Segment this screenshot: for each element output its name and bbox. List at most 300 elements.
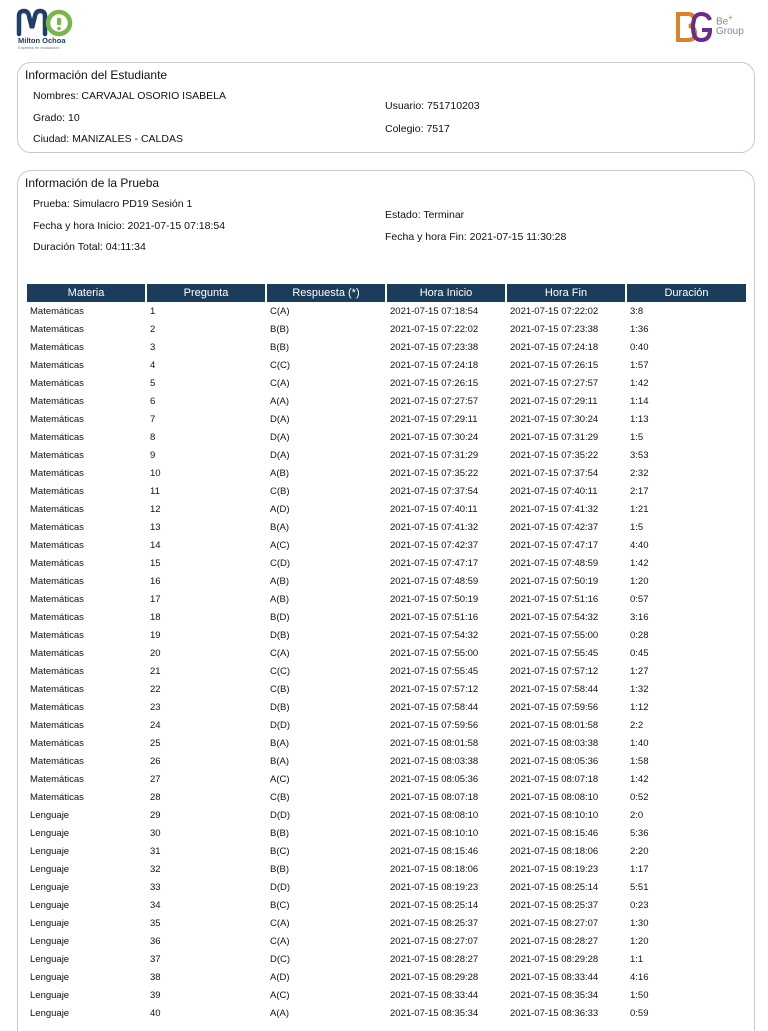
cell-respuesta: D(D) (270, 719, 291, 731)
student-name: Nombres: CARVAJAL OSORIO ISABELA (33, 90, 226, 102)
table-row (27, 662, 746, 680)
cell-hora-inicio: 2021-07-15 08:08:10 (390, 809, 479, 821)
cell-hora-inicio: 2021-07-15 08:10:10 (390, 827, 479, 839)
cell-hora-inicio: 2021-07-15 07:55:00 (390, 647, 479, 659)
cell-materia: Matemáticas (30, 395, 84, 407)
cell-pregunta: 32 (150, 863, 161, 875)
student-school: Colegio: 7517 (385, 123, 450, 135)
cell-hora-fin: 2021-07-15 07:31:29 (510, 431, 599, 443)
cell-duracion: 1:12 (630, 701, 649, 713)
bg-logo-icon (674, 10, 714, 44)
cell-materia: Lenguaje (30, 845, 70, 857)
cell-duracion: 2:17 (630, 485, 649, 497)
cell-pregunta: 20 (150, 647, 161, 659)
logo-be: Be (716, 16, 729, 28)
cell-duracion: 0:45 (630, 647, 649, 659)
cell-pregunta: 2 (150, 323, 156, 335)
test-end: Fecha y hora Fin: 2021-07-15 11:30:28 (385, 231, 567, 243)
col-hora-fin: Hora Fin (507, 284, 625, 302)
cell-duracion: 1:36 (630, 323, 649, 335)
cell-hora-fin: 2021-07-15 07:35:22 (510, 449, 599, 461)
cell-hora-inicio: 2021-07-15 08:03:38 (390, 755, 479, 767)
cell-duracion: 0:59 (630, 1007, 649, 1019)
logo-group-text: Group (716, 26, 744, 37)
cell-materia: Matemáticas (30, 737, 84, 749)
cell-materia: Matemáticas (30, 485, 84, 497)
table-row (27, 554, 746, 572)
table-row (27, 482, 746, 500)
table-row (27, 806, 746, 824)
cell-pregunta: 28 (150, 791, 161, 803)
logo-subtext: Expertos en evaluación (18, 45, 60, 50)
table-row (27, 428, 746, 446)
cell-hora-fin: 2021-07-15 07:22:02 (510, 305, 599, 317)
table-row (27, 644, 746, 662)
col-materia: Materia (27, 284, 145, 302)
table-row (27, 410, 746, 428)
cell-materia: Matemáticas (30, 431, 84, 443)
cell-duracion: 1:13 (630, 413, 649, 425)
cell-materia: Matemáticas (30, 359, 84, 371)
cell-respuesta: D(D) (270, 881, 291, 893)
cell-materia: Lenguaje (30, 863, 70, 875)
cell-hora-fin: 2021-07-15 08:08:10 (510, 791, 599, 803)
table-row (27, 950, 746, 968)
cell-pregunta: 36 (150, 935, 161, 947)
cell-hora-fin: 2021-07-15 08:01:58 (510, 719, 599, 731)
test-start: Fecha y hora Inicio: 2021-07-15 07:18:54 (33, 220, 226, 232)
cell-hora-fin: 2021-07-15 08:10:10 (510, 809, 599, 821)
cell-hora-inicio: 2021-07-15 08:15:46 (390, 845, 479, 857)
cell-hora-fin: 2021-07-15 08:03:38 (510, 737, 599, 749)
cell-materia: Lenguaje (30, 1007, 70, 1019)
cell-hora-fin: 2021-07-15 07:24:18 (510, 341, 599, 353)
table-row (27, 680, 746, 698)
cell-materia: Matemáticas (30, 323, 84, 335)
cell-duracion: 2:2 (630, 719, 644, 731)
table-row (27, 986, 746, 1004)
cell-materia: Matemáticas (30, 629, 84, 641)
cell-hora-fin: 2021-07-15 07:47:17 (510, 539, 599, 551)
cell-materia: Lenguaje (30, 989, 70, 1001)
cell-materia: Lenguaje (30, 971, 70, 983)
cell-respuesta: B(A) (270, 737, 289, 749)
table-row (27, 608, 746, 626)
cell-hora-inicio: 2021-07-15 07:51:16 (390, 611, 479, 623)
cell-hora-fin: 2021-07-15 08:15:46 (510, 827, 599, 839)
cell-respuesta: B(C) (270, 845, 290, 857)
cell-hora-inicio: 2021-07-15 07:59:56 (390, 719, 479, 731)
cell-pregunta: 1 (150, 305, 156, 317)
cell-respuesta: C(B) (270, 791, 290, 803)
cell-hora-fin: 2021-07-15 08:35:34 (510, 989, 599, 1001)
cell-respuesta: A(C) (270, 539, 290, 551)
cell-hora-inicio: 2021-07-15 07:57:12 (390, 683, 479, 695)
cell-hora-inicio: 2021-07-15 07:29:11 (390, 413, 478, 425)
cell-materia: Matemáticas (30, 719, 84, 731)
student-grade: Grado: 10 (33, 112, 80, 124)
cell-pregunta: 9 (150, 449, 156, 461)
cell-duracion: 0:28 (630, 629, 649, 641)
cell-hora-fin: 2021-07-15 07:29:11 (510, 395, 598, 407)
cell-duracion: 3:8 (630, 305, 644, 317)
cell-hora-inicio: 2021-07-15 07:41:32 (390, 521, 479, 533)
cell-respuesta: A(D) (270, 503, 290, 515)
cell-respuesta: C(C) (270, 359, 291, 371)
cell-materia: Matemáticas (30, 773, 84, 785)
cell-materia: Lenguaje (30, 809, 70, 821)
cell-hora-fin: 2021-07-15 07:42:37 (510, 521, 599, 533)
table-row (27, 932, 746, 950)
cell-hora-fin: 2021-07-15 07:58:44 (510, 683, 599, 695)
cell-respuesta: C(A) (270, 647, 290, 659)
cell-respuesta: D(A) (270, 413, 290, 425)
cell-materia: Matemáticas (30, 557, 84, 569)
cell-duracion: 1:21 (630, 503, 649, 515)
cell-hora-fin: 2021-07-15 07:55:45 (510, 647, 599, 659)
cell-pregunta: 25 (150, 737, 161, 749)
student-info-panel (17, 62, 755, 153)
cell-hora-fin: 2021-07-15 08:25:14 (510, 881, 599, 893)
cell-duracion: 1:58 (630, 755, 649, 767)
cell-pregunta: 14 (150, 539, 161, 551)
table-body (27, 302, 746, 1022)
table-row (27, 500, 746, 518)
cell-hora-fin: 2021-07-15 08:33:44 (510, 971, 599, 983)
cell-pregunta: 38 (150, 971, 161, 983)
cell-hora-inicio: 2021-07-15 08:33:44 (390, 989, 479, 1001)
table-row (27, 446, 746, 464)
cell-pregunta: 12 (150, 503, 161, 515)
cell-pregunta: 10 (150, 467, 161, 479)
cell-materia: Matemáticas (30, 503, 84, 515)
cell-respuesta: A(A) (270, 1007, 289, 1019)
cell-hora-inicio: 2021-07-15 07:35:22 (390, 467, 479, 479)
cell-hora-inicio: 2021-07-15 08:28:27 (390, 953, 479, 965)
cell-respuesta: C(A) (270, 917, 290, 929)
cell-duracion: 4:40 (630, 539, 649, 551)
cell-hora-inicio: 2021-07-15 08:19:23 (390, 881, 479, 893)
cell-respuesta: B(A) (270, 521, 289, 533)
cell-duracion: 2:20 (630, 845, 649, 857)
cell-pregunta: 35 (150, 917, 161, 929)
cell-materia: Matemáticas (30, 449, 84, 461)
cell-materia: Matemáticas (30, 755, 84, 767)
cell-materia: Lenguaje (30, 935, 70, 947)
cell-hora-fin: 2021-07-15 07:23:38 (510, 323, 599, 335)
cell-hora-inicio: 2021-07-15 07:37:54 (390, 485, 479, 497)
cell-pregunta: 23 (150, 701, 161, 713)
cell-duracion: 2:32 (630, 467, 649, 479)
cell-duracion: 1:1 (630, 953, 644, 965)
cell-hora-fin: 2021-07-15 07:54:32 (510, 611, 599, 623)
table-header-row (27, 284, 746, 302)
cell-respuesta: D(B) (270, 701, 290, 713)
cell-respuesta: C(D) (270, 557, 291, 569)
cell-respuesta: A(D) (270, 971, 290, 983)
cell-duracion: 1:14 (630, 395, 649, 407)
cell-materia: Matemáticas (30, 539, 84, 551)
cell-hora-fin: 2021-07-15 08:29:28 (510, 953, 599, 965)
table-row (27, 392, 746, 410)
cell-pregunta: 37 (150, 953, 161, 965)
cell-hora-inicio: 2021-07-15 07:58:44 (390, 701, 479, 713)
cell-duracion: 3:16 (630, 611, 649, 623)
cell-duracion: 1:32 (630, 683, 649, 695)
cell-materia: Matemáticas (30, 665, 84, 677)
cell-materia: Matemáticas (30, 467, 84, 479)
cell-respuesta: B(C) (270, 899, 290, 911)
table-row (27, 878, 746, 896)
cell-hora-inicio: 2021-07-15 07:24:18 (390, 359, 479, 371)
table-row (27, 464, 746, 482)
cell-hora-fin: 2021-07-15 08:18:06 (510, 845, 599, 857)
cell-respuesta: D(D) (270, 809, 291, 821)
cell-hora-inicio: 2021-07-15 07:22:02 (390, 323, 479, 335)
cell-respuesta: D(A) (270, 449, 290, 461)
test-name: Prueba: Simulacro PD19 Sesión 1 (33, 198, 193, 210)
cell-materia: Matemáticas (30, 647, 84, 659)
cell-hora-inicio: 2021-07-15 08:35:34 (390, 1007, 479, 1019)
cell-hora-inicio: 2021-07-15 08:05:36 (390, 773, 479, 785)
cell-duracion: 1:50 (630, 989, 649, 1001)
cell-materia: Lenguaje (30, 917, 70, 929)
cell-hora-inicio: 2021-07-15 07:42:37 (390, 539, 479, 551)
cell-pregunta: 15 (150, 557, 161, 569)
cell-pregunta: 18 (150, 611, 161, 623)
cell-hora-inicio: 2021-07-15 07:40:11 (390, 503, 478, 515)
cell-respuesta: B(B) (270, 341, 289, 353)
table-row (27, 770, 746, 788)
cell-pregunta: 33 (150, 881, 161, 893)
cell-materia: Matemáticas (30, 377, 84, 389)
cell-duracion: 5:51 (630, 881, 649, 893)
table-row (27, 572, 746, 590)
milton-ochoa-logo (16, 8, 76, 48)
cell-respuesta: C(A) (270, 377, 290, 389)
cell-hora-inicio: 2021-07-15 08:25:37 (390, 917, 479, 929)
cell-hora-fin: 2021-07-15 08:27:07 (510, 917, 599, 929)
cell-hora-inicio: 2021-07-15 07:26:15 (390, 377, 479, 389)
cell-hora-inicio: 2021-07-15 07:48:59 (390, 575, 479, 587)
cell-hora-fin: 2021-07-15 07:40:11 (510, 485, 598, 497)
cell-hora-fin: 2021-07-15 07:51:16 (510, 593, 599, 605)
cell-hora-inicio: 2021-07-15 08:01:58 (390, 737, 479, 749)
test-duration: Duración Total: 04:11:34 (33, 241, 146, 253)
col-duracion: Duración (627, 284, 746, 302)
cell-hora-fin: 2021-07-15 07:37:54 (510, 467, 599, 479)
table-row (27, 968, 746, 986)
table-row (27, 914, 746, 932)
cell-duracion: 1:5 (630, 521, 644, 533)
table-row (27, 320, 746, 338)
table-row (27, 824, 746, 842)
cell-hora-inicio: 2021-07-15 08:07:18 (390, 791, 479, 803)
cell-pregunta: 40 (150, 1007, 161, 1019)
cell-hora-fin: 2021-07-15 08:36:33 (510, 1007, 599, 1019)
cell-respuesta: B(B) (270, 323, 289, 335)
cell-materia: Matemáticas (30, 683, 84, 695)
cell-materia: Matemáticas (30, 701, 84, 713)
logo-plus: + (728, 13, 733, 22)
table-row (27, 716, 746, 734)
cell-hora-fin: 2021-07-15 08:07:18 (510, 773, 599, 785)
cell-duracion: 4:16 (630, 971, 649, 983)
cell-pregunta: 17 (150, 593, 161, 605)
cell-materia: Matemáticas (30, 341, 84, 353)
cell-respuesta: B(A) (270, 755, 289, 767)
cell-respuesta: A(B) (270, 575, 289, 587)
cell-hora-inicio: 2021-07-15 07:31:29 (390, 449, 479, 461)
test-status: Estado: Terminar (385, 209, 465, 221)
cell-respuesta: C(A) (270, 305, 290, 317)
cell-pregunta: 31 (150, 845, 161, 857)
cell-respuesta: B(D) (270, 611, 290, 623)
cell-pregunta: 29 (150, 809, 161, 821)
cell-hora-inicio: 2021-07-15 07:50:19 (390, 593, 479, 605)
page-header (0, 0, 768, 58)
cell-duracion: 1:40 (630, 737, 649, 749)
test-info-title: Información de la Prueba (25, 176, 160, 190)
cell-respuesta: A(B) (270, 467, 289, 479)
cell-hora-inicio: 2021-07-15 08:29:28 (390, 971, 479, 983)
cell-respuesta: B(B) (270, 863, 289, 875)
cell-pregunta: 5 (150, 377, 156, 389)
cell-hora-fin: 2021-07-15 08:05:36 (510, 755, 599, 767)
cell-duracion: 1:30 (630, 917, 649, 929)
cell-respuesta: D(B) (270, 629, 290, 641)
cell-pregunta: 3 (150, 341, 156, 353)
cell-duracion: 0:57 (630, 593, 649, 605)
cell-hora-inicio: 2021-07-15 08:27:07 (390, 935, 479, 947)
table-row (27, 338, 746, 356)
cell-duracion: 1:20 (630, 935, 649, 947)
cell-respuesta: A(B) (270, 593, 289, 605)
mo-logo-icon (16, 8, 74, 38)
logo-text: Milton Ochoa (18, 36, 66, 45)
table-row (27, 698, 746, 716)
cell-duracion: 3:53 (630, 449, 649, 461)
cell-materia: Matemáticas (30, 593, 84, 605)
cell-hora-fin: 2021-07-15 07:59:56 (510, 701, 599, 713)
cell-hora-fin: 2021-07-15 08:25:37 (510, 899, 599, 911)
cell-pregunta: 27 (150, 773, 161, 785)
cell-duracion: 0:52 (630, 791, 649, 803)
table-row (27, 536, 746, 554)
cell-duracion: 1:20 (630, 575, 649, 587)
table-row (27, 356, 746, 374)
table-row (27, 1004, 746, 1022)
cell-respuesta: A(C) (270, 989, 290, 1001)
be-group-logo (674, 10, 754, 44)
cell-materia: Matemáticas (30, 305, 84, 317)
cell-materia: Lenguaje (30, 827, 70, 839)
col-respuesta: Respuesta (*) (267, 284, 385, 302)
cell-hora-inicio: 2021-07-15 08:25:14 (390, 899, 479, 911)
cell-pregunta: 21 (150, 665, 161, 677)
cell-duracion: 1:5 (630, 431, 644, 443)
cell-duracion: 0:40 (630, 341, 649, 353)
table-row (27, 842, 746, 860)
table-row (27, 374, 746, 392)
cell-duracion: 0:23 (630, 899, 649, 911)
table-row (27, 302, 746, 320)
cell-hora-fin: 2021-07-15 07:41:32 (510, 503, 599, 515)
cell-hora-inicio: 2021-07-15 07:23:38 (390, 341, 479, 353)
cell-respuesta: C(C) (270, 665, 291, 677)
cell-hora-inicio: 2021-07-15 07:27:57 (390, 395, 479, 407)
table-row (27, 860, 746, 878)
cell-pregunta: 30 (150, 827, 161, 839)
cell-hora-inicio: 2021-07-15 07:18:54 (390, 305, 479, 317)
cell-pregunta: 16 (150, 575, 161, 587)
cell-materia: Matemáticas (30, 611, 84, 623)
student-city: Ciudad: MANIZALES - CALDAS (33, 133, 183, 145)
table-row (27, 788, 746, 806)
cell-materia: Matemáticas (30, 521, 84, 533)
cell-pregunta: 4 (150, 359, 156, 371)
cell-respuesta: C(B) (270, 683, 290, 695)
cell-pregunta: 7 (150, 413, 156, 425)
cell-duracion: 1:17 (630, 863, 649, 875)
table-row (27, 896, 746, 914)
cell-pregunta: 13 (150, 521, 161, 533)
table-row (27, 518, 746, 536)
col-hora-inicio: Hora Inicio (387, 284, 505, 302)
cell-duracion: 5:36 (630, 827, 649, 839)
cell-hora-inicio: 2021-07-15 08:18:06 (390, 863, 479, 875)
table-row (27, 734, 746, 752)
cell-pregunta: 34 (150, 899, 161, 911)
student-user: Usuario: 751710203 (385, 100, 480, 112)
responses-table (25, 284, 748, 1022)
cell-respuesta: A(C) (270, 773, 290, 785)
cell-respuesta: D(A) (270, 431, 290, 443)
cell-materia: Lenguaje (30, 899, 70, 911)
cell-respuesta: B(B) (270, 827, 289, 839)
cell-duracion: 1:42 (630, 773, 649, 785)
cell-materia: Matemáticas (30, 413, 84, 425)
cell-pregunta: 22 (150, 683, 161, 695)
cell-hora-inicio: 2021-07-15 07:47:17 (390, 557, 479, 569)
cell-pregunta: 6 (150, 395, 156, 407)
cell-hora-fin: 2021-07-15 07:26:15 (510, 359, 599, 371)
cell-hora-inicio: 2021-07-15 07:55:45 (390, 665, 479, 677)
cell-hora-fin: 2021-07-15 08:19:23 (510, 863, 599, 875)
cell-duracion: 1:42 (630, 557, 649, 569)
cell-hora-fin: 2021-07-15 07:30:24 (510, 413, 599, 425)
cell-hora-fin: 2021-07-15 07:27:57 (510, 377, 599, 389)
cell-materia: Lenguaje (30, 953, 70, 965)
cell-hora-inicio: 2021-07-15 07:54:32 (390, 629, 479, 641)
cell-pregunta: 11 (150, 485, 160, 497)
cell-materia: Matemáticas (30, 791, 84, 803)
cell-materia: Lenguaje (30, 881, 70, 893)
cell-hora-fin: 2021-07-15 07:55:00 (510, 629, 599, 641)
cell-materia: Matemáticas (30, 575, 84, 587)
test-info-panel (17, 170, 755, 1031)
cell-pregunta: 24 (150, 719, 161, 731)
cell-duracion: 1:42 (630, 377, 649, 389)
cell-pregunta: 19 (150, 629, 161, 641)
cell-hora-inicio: 2021-07-15 07:30:24 (390, 431, 479, 443)
cell-pregunta: 39 (150, 989, 161, 1001)
cell-hora-fin: 2021-07-15 07:50:19 (510, 575, 599, 587)
student-info-title: Información del Estudiante (25, 68, 168, 82)
cell-hora-fin: 2021-07-15 07:57:12 (510, 665, 599, 677)
cell-hora-fin: 2021-07-15 08:28:27 (510, 935, 599, 947)
cell-pregunta: 8 (150, 431, 156, 443)
